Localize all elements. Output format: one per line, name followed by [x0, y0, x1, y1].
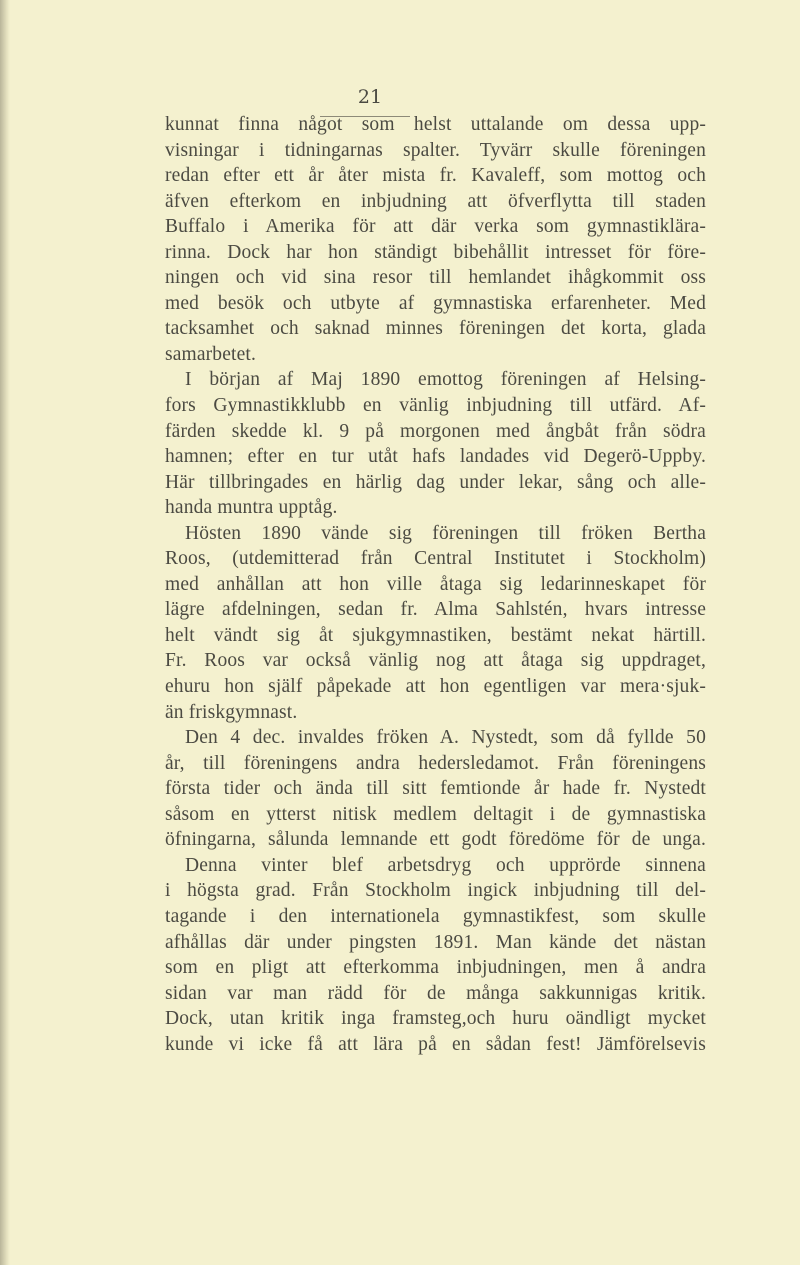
- text-line: Den 4 dec. invaldes fröken A. Nystedt, som då fyllde 50: [185, 727, 706, 749]
- text-line: öfningarna, sålunda lemnande ett godt föredöme för de unga.: [165, 829, 706, 851]
- text-line: Här tillbringades en härlig dag under lekar, sång och alle-: [165, 471, 706, 493]
- text-line: I början af Maj 1890 emottog föreningen af Helsing-: [185, 369, 706, 391]
- text-line: kunnat finna något som helst uttalande om dessa upp-: [165, 114, 706, 135]
- text-line: sidan var man rädd för de många sakkunnigas kritik.: [165, 982, 706, 1004]
- text-line: helt vändt sig åt sjukgymnastiken, bestämt nekat härtill.: [165, 624, 706, 646]
- text-line: Hösten 1890 vände sig föreningen till fröken Bertha: [185, 522, 706, 544]
- text-line: såsom en ytterst nitisk medlem deltagit i de gymnastiska: [165, 803, 706, 825]
- text-line: kunde vi icke få att lära på en sådan fest! Jämförelsevis: [165, 1033, 706, 1055]
- text-line: första tider och ända till sitt femtionde år hade fr. Nystedt: [165, 778, 706, 800]
- text-line: redan efter ett år åter mista fr. Kavaleff, som mottog och: [165, 165, 706, 187]
- text-line: Fr. Roos var också vänlig nog att åtaga sig uppdraget,: [165, 650, 706, 672]
- text-line: än friskgymnast.: [165, 701, 298, 723]
- text-line: tacksamhet och saknad minnes föreningen det korta, glada: [165, 318, 706, 340]
- text-line: färden skedde kl. 9 på morgonen med ångbåt från södra: [165, 420, 706, 442]
- body-text: [165, 112, 706, 1057]
- text-line: visningar i tidningarnas spalter. Tyvärr skulle föreningen: [165, 139, 706, 161]
- text-line: samarbetet.: [165, 343, 256, 365]
- text-line: tagande i den internationela gymnastikfest, som skulle: [165, 905, 706, 927]
- text-line: afhållas där under pingsten 1891. Man kände det nästan: [165, 931, 706, 953]
- text-line: Roos, (utdemitterad från Central Institutet i Stockholm): [165, 548, 706, 570]
- text-line: äfven efterkom en inbjudning att öfverflytta till staden: [165, 190, 706, 212]
- text-line: hamnen; efter en tur utåt hafs landades vid Degerö-Uppby.: [165, 446, 706, 468]
- text-line: handa muntra upptåg.: [165, 497, 338, 519]
- page-binding-edge: [0, 0, 10, 1265]
- text-line: lägre afdelningen, sedan fr. Alma Sahlstén, hvars intresse: [165, 599, 706, 621]
- text-line: rinna. Dock har hon ständigt bibehållit intresset för före-: [165, 241, 706, 263]
- text-line: med anhållan att hon ville åtaga sig ledarinneskapet för: [165, 573, 706, 595]
- text-line: fors Gymnastikklubb en vänlig inbjudning till utfärd. Af-: [165, 395, 706, 417]
- text-line: med besök och utbyte af gymnastiska erfarenheter. Med: [165, 292, 706, 314]
- page-number: 21: [357, 86, 383, 108]
- text-line: Dock, utan kritik inga framsteg,och huru oändligt mycket: [165, 1008, 706, 1030]
- text-line: i högsta grad. Från Stockholm ingick inbjudning till del-: [165, 880, 706, 902]
- text-line: som en pligt att efterkomma inbjudningen, men å andra: [165, 957, 706, 979]
- text-line: Denna vinter blef arbetsdryg och upprörde sinnena: [185, 854, 706, 876]
- text-line: ehuru hon själf påpekade att hon egentligen var mera·sjuk-: [165, 676, 706, 698]
- text-line: Buffalo i Amerika för att där verka som gymnastiklära-: [165, 216, 706, 238]
- text-line: år, till föreningens andra hedersledamot. Från föreningens: [165, 752, 706, 774]
- text-line: ningen och vid sina resor till hemlandet ihågkommit oss: [165, 267, 706, 289]
